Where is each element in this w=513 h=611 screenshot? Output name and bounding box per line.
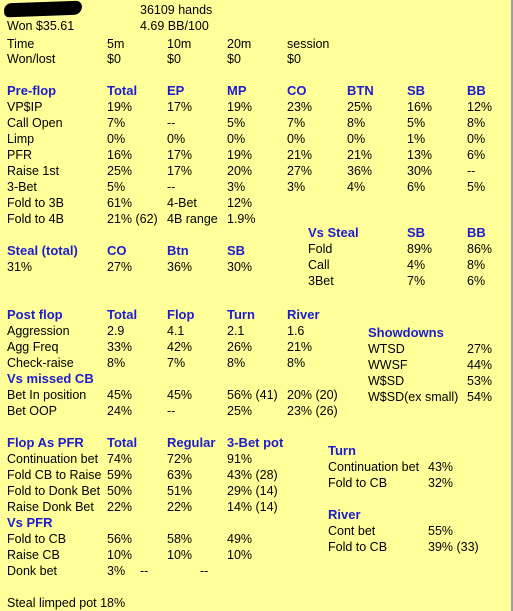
- time-col-10m: 10m: [167, 37, 192, 51]
- postflop-stat-value: 8%: [287, 356, 306, 370]
- postflop-stat-label: Agg Freq: [7, 340, 59, 354]
- preflop-stat-label: PFR: [7, 148, 32, 162]
- preflop-stat-value: 19%: [107, 100, 133, 114]
- turn-stat-label: Continuation bet: [328, 460, 420, 474]
- vs-pfr-stat-value: 58%: [167, 532, 193, 546]
- donk-bet-label: Donk bet: [7, 564, 58, 578]
- showdown-stat-label: WWSF: [368, 358, 408, 372]
- river-stat-value: 55%: [428, 524, 454, 538]
- vs-steal-stat-value: 89%: [407, 242, 433, 256]
- turn-title: Turn: [328, 443, 356, 458]
- preflop-stat-value: 0%: [467, 132, 486, 146]
- preflop-stat-value: --: [167, 180, 176, 194]
- flop-pfr-col-3bet-pot: 3-Bet pot: [227, 435, 284, 450]
- flop-pfr-stat-value: 43% (28): [227, 468, 278, 482]
- steal-total-value: 31%: [7, 260, 33, 274]
- turn-stat-value: 43%: [428, 460, 454, 474]
- won-amount: Won $35.61: [7, 19, 75, 33]
- preflop-stat-value: 36%: [347, 164, 373, 178]
- missed-cb-stat-label: Bet OOP: [7, 404, 58, 418]
- flop-pfr-stat-value: 14% (14): [227, 500, 278, 514]
- vs-pfr-stat-label: Raise CB: [7, 548, 60, 562]
- postflop-stat-value: 42%: [167, 340, 193, 354]
- preflop-stat-value: 8%: [467, 116, 486, 130]
- preflop-stat-value: 21%: [287, 148, 313, 162]
- vs-pfr-stat-value: 10%: [227, 548, 253, 562]
- postflop-col-turn: Turn: [227, 307, 255, 322]
- steal-col-co: CO: [107, 243, 127, 258]
- preflop-stat-value: --: [167, 116, 176, 130]
- fold-to-4b-label: Fold to 4B: [7, 212, 64, 226]
- hands-count: 36109 hands: [140, 3, 213, 17]
- preflop-stat-value: 8%: [347, 116, 366, 130]
- showdown-stat-label: WTSD: [368, 342, 405, 356]
- vs-steal-stat-value: 86%: [467, 242, 493, 256]
- preflop-stat-value: 19%: [227, 100, 253, 114]
- preflop-stat-label: 3-Bet: [7, 180, 37, 194]
- steal-btn-value: 36%: [167, 260, 193, 274]
- vs-steal-stat-label: 3Bet: [308, 274, 334, 288]
- preflop-col-mp: MP: [227, 83, 247, 98]
- flop-pfr-col-regular: Regular: [167, 435, 216, 450]
- preflop-stat-value: 7%: [107, 116, 126, 130]
- steal-limped-pot: Steal limped pot 18%: [7, 596, 126, 610]
- vs-pfr-stat-value: 10%: [107, 548, 133, 562]
- missed-cb-stat-value: 56% (41): [227, 388, 278, 402]
- fold-to-4b-value: 21% (62): [107, 212, 158, 226]
- preflop-stat-value: 5%: [467, 180, 486, 194]
- vs-pfr-stat-label: Fold to CB: [7, 532, 67, 546]
- preflop-stat-value: --: [467, 164, 476, 178]
- missed-cb-stat-value: 20% (20): [287, 388, 338, 402]
- postflop-col-river: River: [287, 307, 320, 322]
- missed-cb-stat-value: 45%: [167, 388, 193, 402]
- flop-pfr-stat-value: 29% (14): [227, 484, 278, 498]
- flop-pfr-stat-value: 51%: [167, 484, 193, 498]
- four-bet-range-value: 1.9%: [227, 212, 256, 226]
- preflop-stat-value: 4%: [347, 180, 366, 194]
- wonlost-20m: $0: [227, 52, 241, 66]
- preflop-stat-value: 17%: [167, 100, 193, 114]
- vs-steal-stat-value: 6%: [467, 274, 486, 288]
- steal-title: Steal (total): [7, 243, 78, 258]
- postflop-stat-value: 1.6: [287, 324, 305, 338]
- showdown-stat-label: W$SD: [368, 374, 405, 388]
- postflop-stat-value: 2.9: [107, 324, 125, 338]
- preflop-stat-value: 12%: [467, 100, 493, 114]
- four-bet-value: 12%: [227, 196, 253, 210]
- flop-pfr-stat-label: Continuation bet: [7, 452, 99, 466]
- vs-pfr-stat-value: 10%: [167, 548, 193, 562]
- time-col-session: session: [287, 37, 330, 51]
- missed-cb-stat-value: 45%: [107, 388, 133, 402]
- postflop-col-total: Total: [107, 307, 138, 322]
- preflop-stat-value: 0%: [227, 132, 246, 146]
- steal-col-btn: Btn: [167, 243, 189, 258]
- preflop-stat-value: 13%: [407, 148, 433, 162]
- vs-steal-stat-value: 7%: [407, 274, 426, 288]
- showdown-stat-value: 27%: [467, 342, 493, 356]
- missed-cb-stat-value: 24%: [107, 404, 133, 418]
- preflop-stat-value: 19%: [227, 148, 253, 162]
- preflop-stat-value: 5%: [227, 116, 246, 130]
- preflop-col-co: CO: [287, 83, 307, 98]
- preflop-stat-label: Call Open: [7, 116, 63, 130]
- river-stat-label: Fold to CB: [328, 540, 388, 554]
- preflop-stat-value: 6%: [467, 148, 486, 162]
- donk-bet-3bet-pot: --: [200, 564, 209, 578]
- time-col-20m: 20m: [227, 37, 252, 51]
- preflop-stat-value: 0%: [287, 132, 306, 146]
- wonlost-10m: $0: [167, 52, 181, 66]
- showdown-stat-value: 54%: [467, 390, 493, 404]
- preflop-stat-value: 0%: [107, 132, 126, 146]
- turn-stat-value: 32%: [428, 476, 454, 490]
- time-label: Time: [7, 37, 35, 51]
- showdown-stat-value: 44%: [467, 358, 493, 372]
- flop-pfr-stat-value: 50%: [107, 484, 133, 498]
- missed-cb-stat-value: --: [167, 404, 176, 418]
- postflop-stat-label: Check-raise: [7, 356, 74, 370]
- preflop-stat-value: 30%: [407, 164, 433, 178]
- fold-to-3b-label: Fold to 3B: [7, 196, 64, 210]
- missed-cb-stat-label: Bet In position: [7, 388, 87, 402]
- postflop-stat-value: 21%: [287, 340, 313, 354]
- preflop-stat-value: 5%: [407, 116, 426, 130]
- four-bet-range-label: 4B range: [167, 212, 218, 226]
- postflop-stat-value: 8%: [227, 356, 246, 370]
- preflop-stat-value: 25%: [347, 100, 373, 114]
- flop-pfr-stat-label: Fold CB to Raise: [7, 468, 102, 482]
- preflop-stat-value: 0%: [347, 132, 366, 146]
- river-stat-label: Cont bet: [328, 524, 376, 538]
- flop-pfr-stat-value: 72%: [167, 452, 193, 466]
- wonlost-session: $0: [287, 52, 301, 66]
- river-stat-value: 39% (33): [428, 540, 479, 554]
- postflop-stat-value: 26%: [227, 340, 253, 354]
- postflop-stat-value: 33%: [107, 340, 133, 354]
- four-bet-label: 4-Bet: [167, 196, 197, 210]
- showdown-stat-label: W$SD(ex small): [368, 390, 459, 404]
- vs-steal-stat-label: Call: [308, 258, 330, 272]
- preflop-stat-value: 6%: [407, 180, 426, 194]
- vs-steal-stat-value: 8%: [467, 258, 486, 272]
- preflop-col-btn: BTN: [347, 83, 374, 98]
- preflop-col-sb: SB: [407, 83, 426, 98]
- postflop-stat-value: 8%: [107, 356, 126, 370]
- preflop-stat-label: Raise 1st: [7, 164, 60, 178]
- missed-cb-stat-value: 25%: [227, 404, 253, 418]
- flop-pfr-stat-value: 74%: [107, 452, 133, 466]
- vs-pfr-title: Vs PFR: [7, 515, 53, 530]
- preflop-stat-value: 3%: [227, 180, 246, 194]
- missed-cb-title: Vs missed CB: [7, 371, 94, 386]
- flop-pfr-stat-value: 91%: [227, 452, 253, 466]
- preflop-stat-value: 27%: [287, 164, 313, 178]
- vs-steal-stat-label: Fold: [308, 242, 333, 256]
- preflop-stat-value: 0%: [167, 132, 186, 146]
- steal-sb-value: 30%: [227, 260, 253, 274]
- preflop-stat-value: 5%: [107, 180, 126, 194]
- postflop-col-flop: Flop: [167, 307, 195, 322]
- preflop-col-ep: EP: [167, 83, 185, 98]
- flop-pfr-col-total: Total: [107, 435, 138, 450]
- preflop-stat-value: 17%: [167, 164, 193, 178]
- vs-steal-col-bb: BB: [467, 225, 486, 240]
- preflop-stat-value: 1%: [407, 132, 426, 146]
- preflop-stat-label: VP$IP: [7, 100, 43, 114]
- postflop-title: Post flop: [7, 307, 63, 322]
- donk-bet-total: 3%: [107, 564, 126, 578]
- preflop-stat-label: Limp: [7, 132, 35, 146]
- vs-pfr-stat-value: 49%: [227, 532, 253, 546]
- preflop-stat-value: 17%: [167, 148, 193, 162]
- vs-steal-title: Vs Steal: [308, 225, 359, 240]
- wonlost-5m: $0: [107, 52, 121, 66]
- wonlost-label: Won/lost: [7, 52, 56, 66]
- river-title: River: [328, 507, 361, 522]
- showdown-stat-value: 53%: [467, 374, 493, 388]
- preflop-stat-value: 7%: [287, 116, 306, 130]
- postflop-stat-value: 7%: [167, 356, 186, 370]
- postflop-stat-value: 2.1: [227, 324, 245, 338]
- fold-to-3b-value: 61%: [107, 196, 133, 210]
- flop-pfr-stat-value: 59%: [107, 468, 133, 482]
- vs-steal-col-sb: SB: [407, 225, 426, 240]
- flop-pfr-stat-label: Raise Donk Bet: [7, 500, 94, 514]
- vs-steal-stat-value: 4%: [407, 258, 426, 272]
- flop-pfr-stat-value: 63%: [167, 468, 193, 482]
- time-col-5m: 5m: [107, 37, 125, 51]
- turn-stat-label: Fold to CB: [328, 476, 388, 490]
- bb-per-100: 4.69 BB/100: [140, 19, 209, 33]
- flop-pfr-stat-label: Fold to Donk Bet: [7, 484, 101, 498]
- preflop-col-bb: BB: [467, 83, 486, 98]
- missed-cb-stat-value: 23% (26): [287, 404, 338, 418]
- preflop-title: Pre-flop: [7, 83, 57, 98]
- steal-co-value: 27%: [107, 260, 133, 274]
- redacted-player-name: [4, 1, 82, 18]
- vs-pfr-stat-value: 56%: [107, 532, 133, 546]
- preflop-stat-value: 21%: [347, 148, 373, 162]
- preflop-stat-value: 20%: [227, 164, 253, 178]
- preflop-col-total: Total: [107, 83, 138, 98]
- flop-pfr-stat-value: 22%: [107, 500, 133, 514]
- showdowns-title: Showdowns: [368, 325, 444, 340]
- preflop-stat-value: 23%: [287, 100, 313, 114]
- preflop-stat-value: 3%: [287, 180, 306, 194]
- preflop-stat-value: 16%: [107, 148, 133, 162]
- donk-bet-regular: --: [140, 564, 149, 578]
- flop-pfr-stat-value: 22%: [167, 500, 193, 514]
- postflop-stat-label: Aggression: [7, 324, 70, 338]
- steal-col-sb: SB: [227, 243, 246, 258]
- preflop-stat-value: 25%: [107, 164, 133, 178]
- postflop-stat-value: 4.1: [167, 324, 185, 338]
- flop-pfr-title: Flop As PFR: [7, 435, 84, 450]
- preflop-stat-value: 16%: [407, 100, 433, 114]
